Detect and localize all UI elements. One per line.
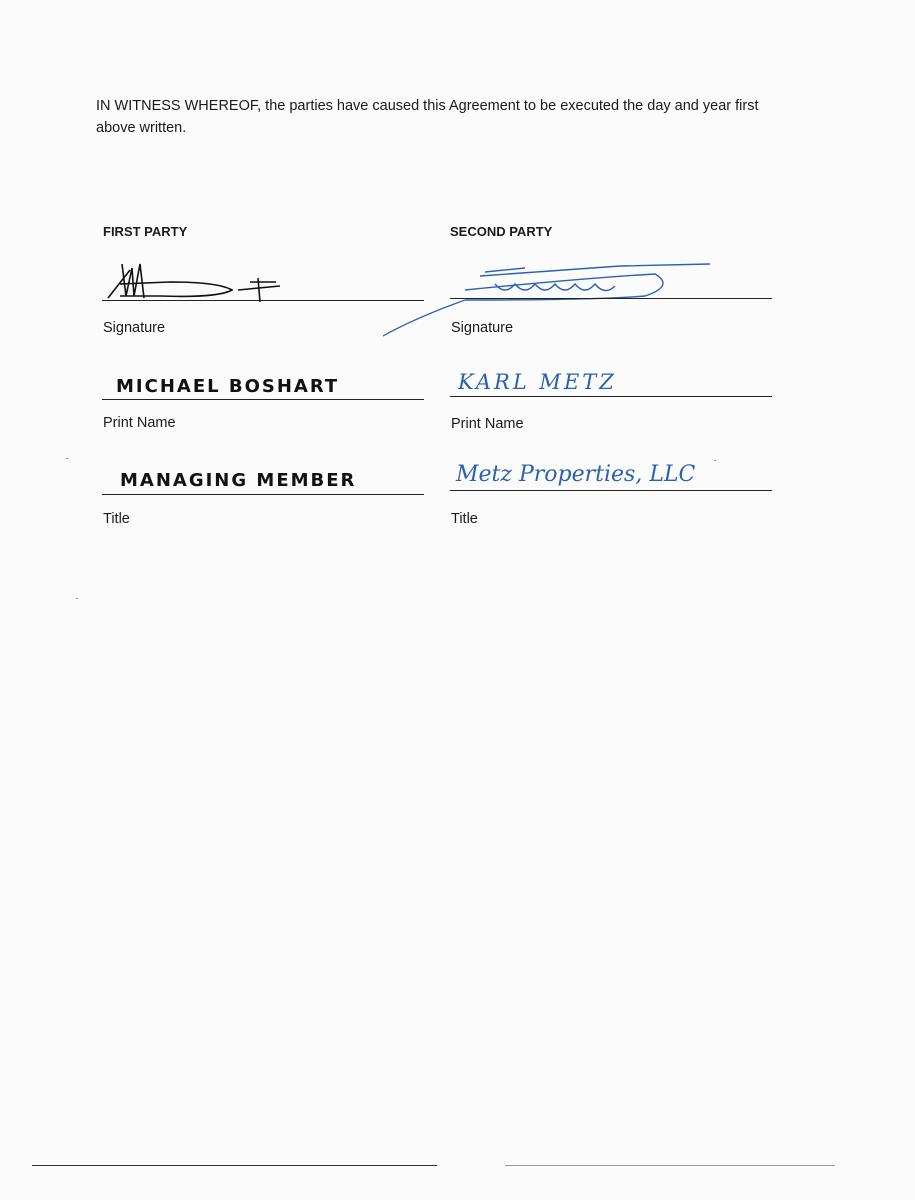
scan-speck (76, 598, 78, 599)
first-party-print-name-line (102, 399, 424, 400)
second-party-title-line (450, 490, 772, 491)
second-party-title-value: Metz Properties, LLC (456, 462, 696, 487)
first-party-title-line (102, 494, 424, 495)
scan-speck (66, 458, 68, 459)
second-party-signature (375, 256, 720, 346)
witness-clause: IN WITNESS WHEREOF, the parties have caused this Agreement to be executed the day and year first above written. (96, 98, 759, 136)
second-party-print-name-line (450, 396, 772, 397)
second-party-print-name-label: Print Name (451, 416, 524, 432)
scan-speck (714, 460, 716, 461)
second-party-print-name-value: KARL METZ (458, 370, 617, 394)
first-party-print-name-label: Print Name (103, 415, 176, 431)
first-party-heading: FIRST PARTY (103, 224, 188, 239)
first-party-print-name-value: MICHAEL BOSHART (116, 376, 340, 397)
second-party-signature-label: Signature (451, 320, 514, 336)
second-party-title-label: Title (451, 511, 478, 527)
footer-rule-left (32, 1165, 437, 1166)
second-party-signature-line (450, 298, 772, 299)
first-party-title-value: MANAGING MEMBER (120, 470, 357, 491)
first-party-signature-label: Signature (103, 320, 166, 336)
first-party-title-label: Title (103, 511, 130, 527)
footer-rule-right (505, 1165, 835, 1166)
second-party-heading: SECOND PARTY (450, 224, 553, 239)
